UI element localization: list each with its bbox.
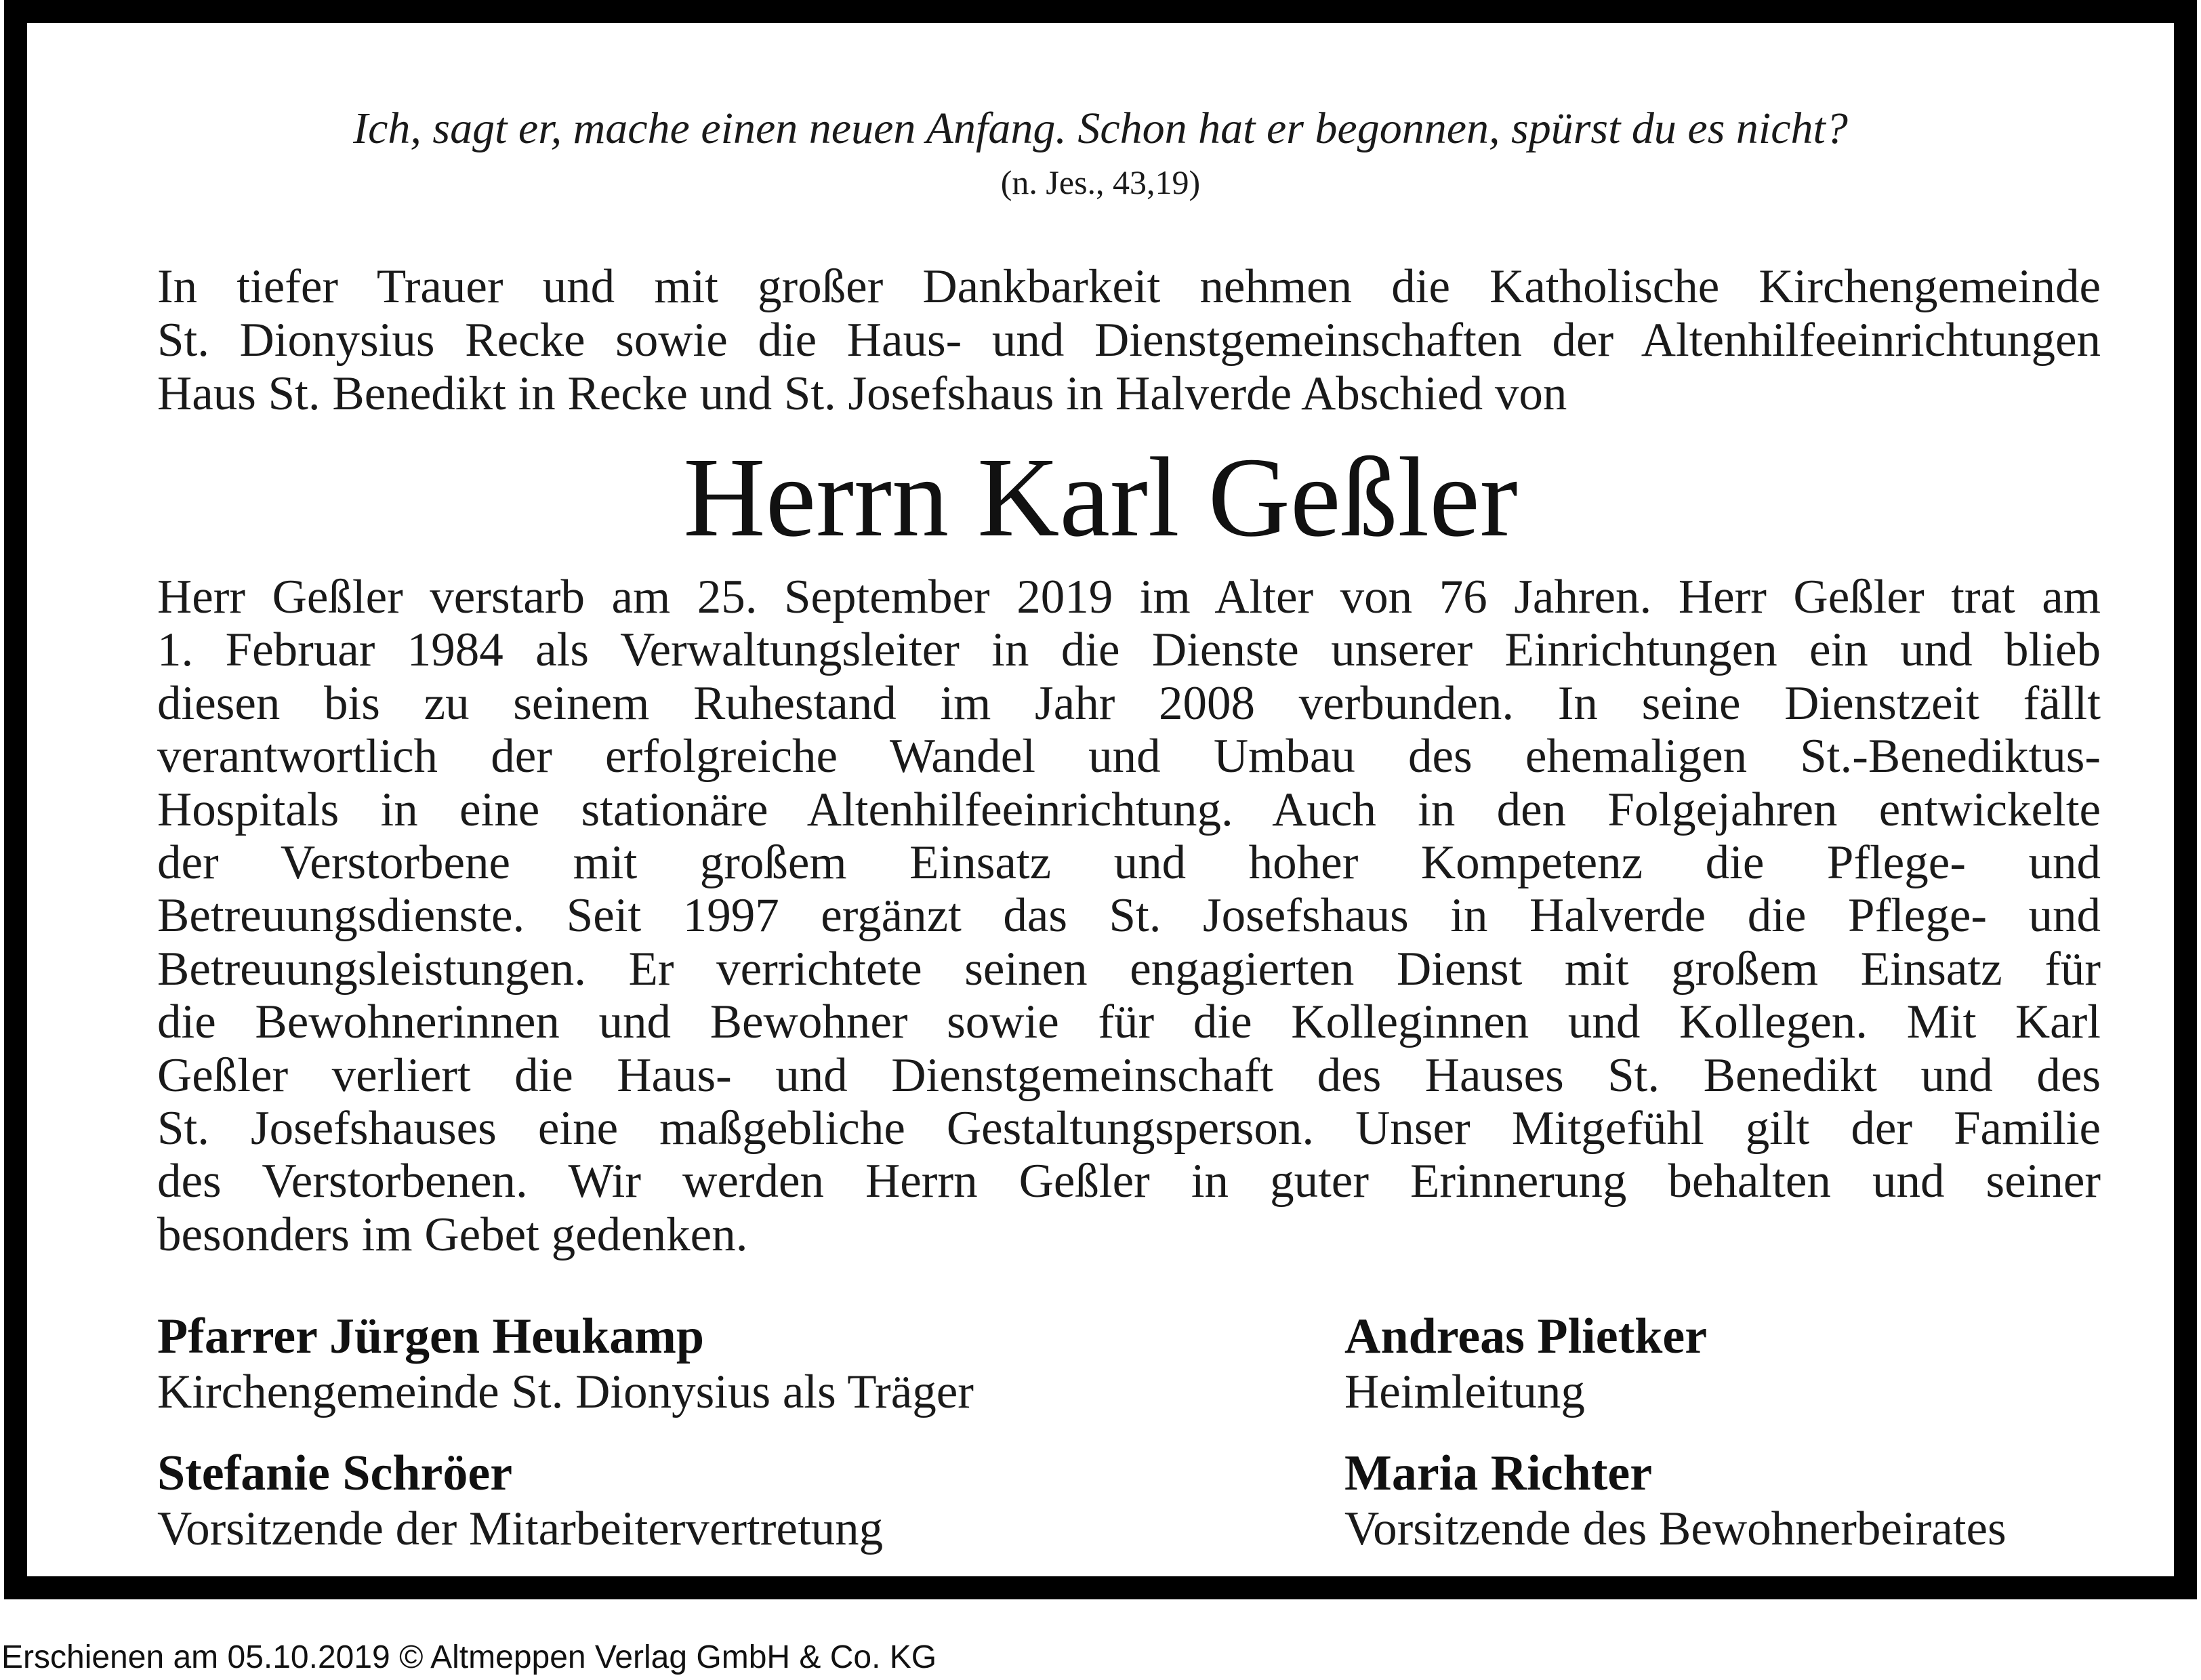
signature-block-richter	[1344, 1445, 2007, 1556]
signature-block-heukamp	[157, 1308, 974, 1419]
body-line: des Verstorbenen. Wir werden Herrn Geßler in guter Erinnerung behalten und seiner	[157, 1155, 2101, 1208]
body-line: St. Josefshauses eine maßgebliche Gestaltungsperson. Unser Mitgefühl gilt der Familie	[157, 1102, 2101, 1155]
body-line: diesen bis zu seinem Ruhestand im Jahr 2008 verbunden. In seine Dienstzeit fällt	[157, 676, 2101, 730]
signature-name: Stefanie Schröer	[157, 1446, 513, 1501]
body-line: verantwortlich der erfolgreiche Wandel und Umbau des ehemaligen St.-Benediktus-	[157, 730, 2101, 783]
body-line: Betreuungsleistungen. Er verrichtete seinen engagierten Dienst mit großem Einsatz für	[157, 942, 2101, 996]
signature-role: Kirchengemeinde St. Dionysius als Träger	[157, 1366, 974, 1418]
body-line: Betreuungsdienste. Seit 1997 ergänzt das St. Josefshaus in Halverde die Pflege- und	[157, 889, 2101, 943]
signature-role: Heimleitung	[1344, 1366, 1585, 1418]
signature-name: Maria Richter	[1344, 1446, 1653, 1501]
body-line: besonders im Gebet gedenken.	[157, 1208, 748, 1261]
body-line: der Verstorbene mit großem Einsatz und hoher Kompetenz die Pflege- und	[157, 836, 2101, 890]
body-line: 1. Februar 1984 als Verwaltungsleiter in die Dienste unserer Einrichtungen ein und blieb	[157, 623, 2101, 677]
intro-line: St. Dionysius Recke sowie die Haus- und Dienstgemeinschaften der Altenhilfeeinrichtungen	[157, 314, 2101, 367]
intro-line: In tiefer Trauer und mit großer Dankbarkeit nehmen die Katholische Kirchengemeinde	[157, 260, 2101, 313]
signature-name: Pfarrer Jürgen Heukamp	[157, 1309, 705, 1364]
signature-role: Vorsitzende der Mitarbeitervertretung	[157, 1502, 884, 1555]
obituary-frame	[4, 0, 2197, 1599]
signature-block-schroeer	[157, 1445, 883, 1556]
body-line: Herr Geßler verstarb am 25. September 2019 im Alter von 76 Jahren. Herr Geßler trat am	[157, 571, 2101, 623]
publication-footer: Erschienen am 05.10.2019 © Altmeppen Verlag GmbH & Co. KG	[1, 1639, 937, 1675]
signature-block-plietker	[1344, 1308, 1707, 1419]
intro-line: Haus St. Benedikt in Recke und St. Josefshaus in Halverde Abschied von	[157, 367, 1567, 420]
intro-paragraph	[157, 260, 2101, 421]
deceased-name: Herrn Karl Geßler	[683, 434, 1518, 560]
signature-name: Andreas Plietker	[1344, 1309, 1708, 1364]
body-line: Geßler verliert die Haus- und Dienstgemeinschaft des Hauses St. Benedikt und des	[157, 1048, 2101, 1102]
body-line: Hospitals in eine stationäre Altenhilfeeinrichtung. Auch in den Folgejahren entwickelte	[157, 783, 2101, 836]
motto-source: (n. Jes., 43,19)	[1000, 163, 1201, 201]
motto-quote: Ich, sagt er, mache einen neuen Anfang. Schon hat er begonnen, spürst du es nicht?	[353, 104, 1848, 153]
body-line: die Bewohnerinnen und Bewohner sowie für die Kolleginnen und Kollegen. Mit Karl	[157, 996, 2101, 1049]
body-paragraph	[157, 571, 2101, 1261]
signature-role: Vorsitzende des Bewohnerbeirates	[1344, 1502, 2007, 1555]
